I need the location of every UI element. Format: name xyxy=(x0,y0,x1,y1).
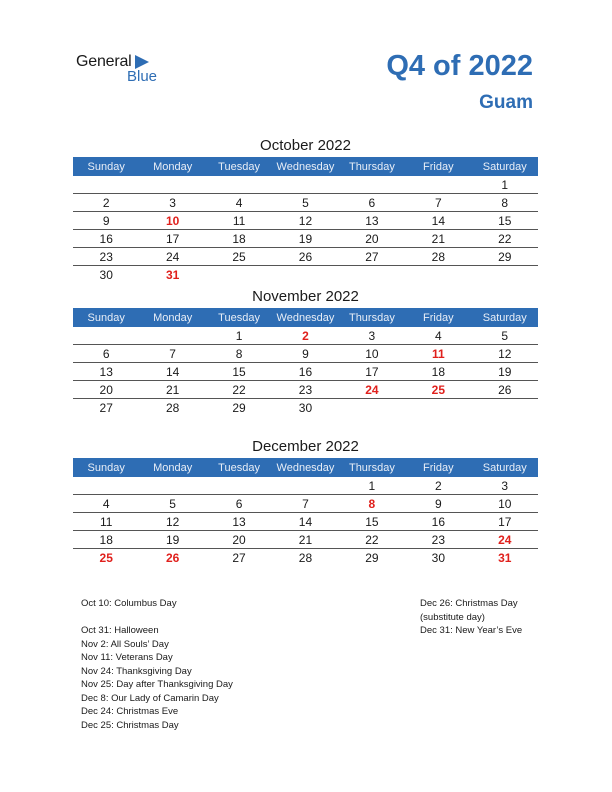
date-cell: 1 xyxy=(339,477,405,495)
date-cell: 12 xyxy=(139,513,205,531)
date-cell: 21 xyxy=(405,230,471,248)
date-cell xyxy=(73,477,139,495)
date-cell: 22 xyxy=(206,381,272,399)
date-cell xyxy=(472,399,538,417)
date-cell xyxy=(405,399,471,417)
weekday-header: Thursday xyxy=(339,157,405,176)
date-cell: 13 xyxy=(73,363,139,381)
date-cell: 22 xyxy=(472,230,538,248)
date-cell: 11 xyxy=(206,212,272,230)
date-cell: 27 xyxy=(99,401,113,415)
weekday-header: Saturday xyxy=(472,157,538,176)
date-cell: 8 xyxy=(206,345,272,363)
date-cell: 15 xyxy=(339,513,405,531)
holiday-date-cell: 10 xyxy=(139,212,205,230)
holiday-item: Nov 25: Day after Thanksgiving Day xyxy=(81,679,233,690)
date-cell: 17 xyxy=(339,363,405,381)
week-row xyxy=(73,477,538,495)
date-cell: 2 xyxy=(405,477,471,495)
date-cell xyxy=(272,266,338,284)
date-cell: 19 xyxy=(139,531,205,549)
weekday-header: Sunday xyxy=(73,308,139,327)
date-cell: 27 xyxy=(232,551,246,565)
calendar-grid xyxy=(73,308,538,416)
date-cell: 11 xyxy=(73,513,139,531)
date-cell: 1 xyxy=(472,176,538,194)
date-cell: 6 xyxy=(339,194,405,212)
date-cell: 20 xyxy=(73,381,139,399)
week-row xyxy=(73,266,538,284)
weekday-header: Sunday xyxy=(73,458,139,477)
date-cell: 4 xyxy=(405,327,471,345)
week-row xyxy=(73,495,538,513)
weekday-header: Tuesday xyxy=(206,308,272,327)
week-row xyxy=(73,176,538,194)
date-cell: 3 xyxy=(139,194,205,212)
holiday-item: Dec 25: Christmas Day xyxy=(81,719,179,731)
weekday-header: Friday xyxy=(405,308,471,327)
date-cell xyxy=(139,176,205,194)
date-cell: 5 xyxy=(472,327,538,345)
date-cell: 28 xyxy=(165,401,180,415)
date-cell: 15 xyxy=(472,212,538,230)
date-cell xyxy=(272,176,338,194)
date-cell: 20 xyxy=(339,230,405,248)
page-subtitle: Guam xyxy=(479,92,533,113)
date-cell: 14 xyxy=(405,212,471,230)
date-cell xyxy=(339,399,405,417)
date-cell: 19 xyxy=(472,363,538,381)
calendar-grid xyxy=(73,157,538,283)
weekday-header: Saturday xyxy=(472,458,538,477)
weekday-header: Sunday xyxy=(73,157,139,176)
holiday-date-cell: 24 xyxy=(339,381,405,399)
date-cell: 28 xyxy=(298,551,313,565)
week-row xyxy=(73,531,538,549)
date-cell: 6 xyxy=(73,345,139,363)
holiday-item: Oct 31: Halloween xyxy=(81,625,159,636)
date-cell: 28 xyxy=(405,248,471,266)
holiday-date-cell: 25 xyxy=(405,381,471,399)
week-row xyxy=(73,399,538,417)
holiday-item: Nov 11: Veterans Day xyxy=(81,652,173,663)
week-row xyxy=(73,230,538,248)
date-cell: 19 xyxy=(272,230,338,248)
month-title: November 2022 xyxy=(252,288,359,305)
date-cell: 18 xyxy=(206,230,272,248)
week-row xyxy=(73,327,538,345)
page-title: Q4 of 2022 xyxy=(386,50,533,82)
date-cell: 18 xyxy=(405,363,471,381)
date-cell: 17 xyxy=(139,230,205,248)
holiday-item: Dec 31: New Year’s Eve xyxy=(420,625,523,636)
week-row xyxy=(73,549,538,567)
logo-blue-text: Blue xyxy=(127,68,158,85)
holiday-date-cell: 2 xyxy=(272,327,338,345)
date-cell: 26 xyxy=(472,381,538,399)
date-cell xyxy=(472,266,538,284)
weekday-header: Wednesday xyxy=(272,157,338,176)
date-cell xyxy=(405,176,471,194)
holiday-date-cell: 31 xyxy=(498,551,512,565)
date-cell: 23 xyxy=(272,381,338,399)
date-cell: 7 xyxy=(139,345,205,363)
date-cell xyxy=(139,477,205,495)
date-cell: 4 xyxy=(73,495,139,513)
holiday-item: Dec 8: Our Lady of Camarin Day xyxy=(81,692,219,704)
weekday-header: Friday xyxy=(405,458,471,477)
date-cell: 15 xyxy=(206,363,272,381)
date-cell: 13 xyxy=(339,212,405,230)
holiday-list-right xyxy=(420,597,522,638)
holiday-item: Dec 26: Christmas Day xyxy=(420,598,518,609)
date-cell: 12 xyxy=(272,212,338,230)
week-row xyxy=(73,345,538,363)
holiday-item: Nov 24: Thanksgiving Day xyxy=(81,665,192,677)
date-cell xyxy=(339,266,405,284)
weekday-header: Thursday xyxy=(339,308,405,327)
date-cell xyxy=(206,266,272,284)
holiday-item: Oct 10: Columbus Day xyxy=(81,598,177,609)
date-cell: 3 xyxy=(472,477,538,495)
date-cell: 7 xyxy=(272,495,338,513)
holiday-list-left xyxy=(81,597,233,732)
date-cell: 21 xyxy=(272,531,338,549)
date-cell: 7 xyxy=(405,194,471,212)
date-cell: 18 xyxy=(73,531,139,549)
weekday-header: Monday xyxy=(139,157,205,176)
date-cell: 21 xyxy=(139,381,205,399)
date-cell: 12 xyxy=(472,345,538,363)
weekday-header: Tuesday xyxy=(206,157,272,176)
week-row xyxy=(73,194,538,212)
holiday-date-cell: 24 xyxy=(472,531,538,549)
holiday-date-cell: 8 xyxy=(339,495,405,513)
date-cell: 20 xyxy=(206,531,272,549)
holiday-date-cell: 25 xyxy=(99,551,113,565)
date-cell xyxy=(206,176,272,194)
date-cell: 5 xyxy=(272,194,338,212)
date-cell: 14 xyxy=(139,363,205,381)
date-cell xyxy=(73,327,139,345)
holiday-item: (substitute day) xyxy=(420,611,485,623)
date-cell xyxy=(73,176,139,194)
date-cell: 6 xyxy=(206,495,272,513)
date-cell: 29 xyxy=(232,401,246,415)
date-cell: 30 xyxy=(431,551,445,565)
date-cell: 14 xyxy=(272,513,338,531)
week-row xyxy=(73,363,538,381)
date-cell: 9 xyxy=(405,495,471,513)
weekday-header: Monday xyxy=(139,308,205,327)
date-cell: 16 xyxy=(73,230,139,248)
date-cell: 25 xyxy=(206,248,272,266)
date-cell: 10 xyxy=(339,345,405,363)
logo-flag-icon xyxy=(135,55,149,69)
month-title: October 2022 xyxy=(260,137,351,154)
date-cell: 3 xyxy=(339,327,405,345)
date-cell xyxy=(272,477,338,495)
date-cell: 1 xyxy=(206,327,272,345)
date-cell: 30 xyxy=(99,268,113,282)
week-row xyxy=(73,212,538,230)
date-cell: 2 xyxy=(73,194,139,212)
date-cell: 10 xyxy=(472,495,538,513)
week-row xyxy=(73,381,538,399)
holiday-item xyxy=(81,611,233,625)
date-cell: 16 xyxy=(272,363,338,381)
date-cell: 4 xyxy=(206,194,272,212)
date-cell: 24 xyxy=(139,248,205,266)
date-cell xyxy=(405,266,471,284)
weekday-header: Tuesday xyxy=(206,458,272,477)
date-cell: 17 xyxy=(472,513,538,531)
weekday-header: Wednesday xyxy=(272,308,338,327)
weekday-header: Friday xyxy=(405,157,471,176)
date-cell: 26 xyxy=(272,248,338,266)
holiday-date-cell: 11 xyxy=(405,345,471,363)
date-cell: 27 xyxy=(339,248,405,266)
date-cell: 13 xyxy=(206,513,272,531)
generalblue-logo xyxy=(76,53,186,87)
date-cell: 29 xyxy=(365,551,379,565)
date-cell xyxy=(206,477,272,495)
date-cell: 29 xyxy=(472,248,538,266)
date-cell: 22 xyxy=(339,531,405,549)
date-cell xyxy=(339,176,405,194)
holiday-item: Nov 2: All Souls’ Day xyxy=(81,638,169,650)
holiday-date-cell: 31 xyxy=(165,268,180,282)
month-november xyxy=(73,286,538,416)
date-cell: 30 xyxy=(298,401,313,415)
weekday-header: Thursday xyxy=(339,458,405,477)
weekday-header: Monday xyxy=(139,458,205,477)
week-row xyxy=(73,513,538,531)
month-title: December 2022 xyxy=(252,438,359,455)
month-october xyxy=(73,135,538,283)
date-cell: 8 xyxy=(472,194,538,212)
date-cell: 5 xyxy=(139,495,205,513)
week-row xyxy=(73,248,538,266)
weekday-header: Wednesday xyxy=(272,458,338,477)
date-cell: 9 xyxy=(73,212,139,230)
holiday-date-cell: 26 xyxy=(165,551,180,565)
date-cell: 16 xyxy=(405,513,471,531)
month-december xyxy=(73,436,538,566)
date-cell: 23 xyxy=(73,248,139,266)
date-cell: 23 xyxy=(405,531,471,549)
calendar-grid xyxy=(73,458,538,566)
date-cell: 9 xyxy=(272,345,338,363)
holiday-item: Dec 24: Christmas Eve xyxy=(81,706,179,717)
logo-general-text: General xyxy=(76,53,132,70)
weekday-header: Saturday xyxy=(472,308,538,327)
date-cell xyxy=(139,327,205,345)
